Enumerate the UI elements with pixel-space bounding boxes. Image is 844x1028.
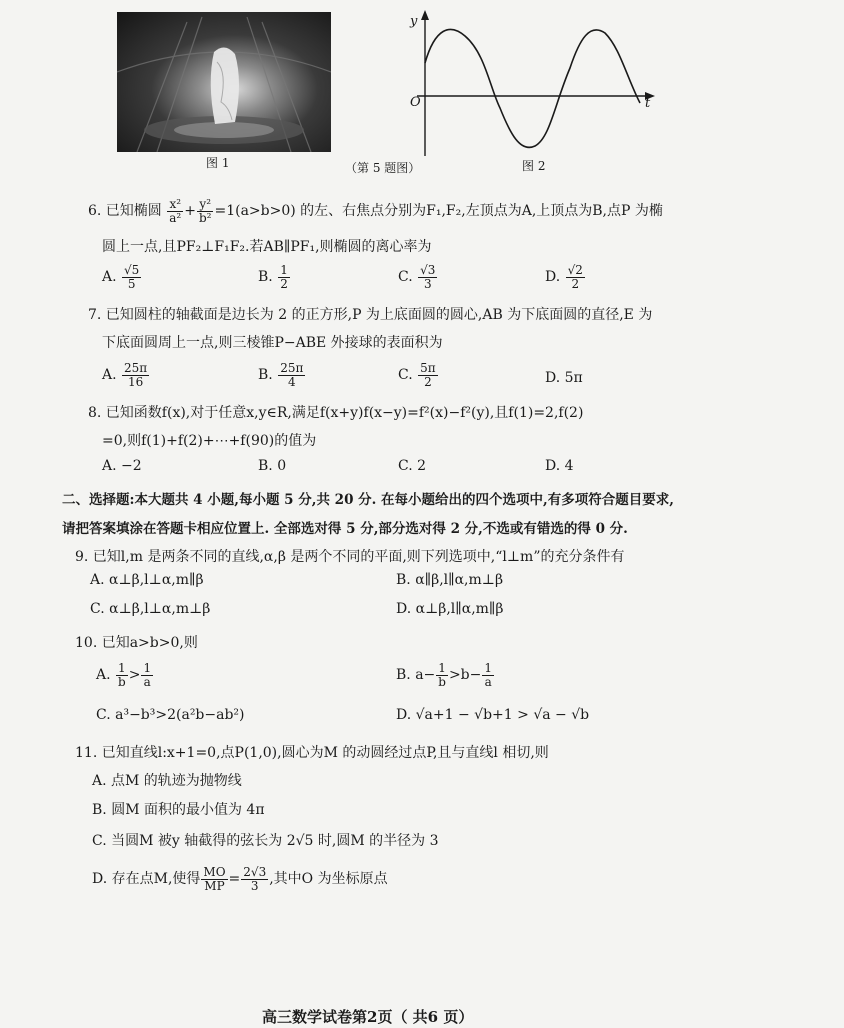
figure-2-sine-graph	[395, 8, 660, 158]
q7-option-a: A. $\frac{25\pi}{16}$	[102, 361, 148, 389]
q8-stem-line2: =0,则f(1)+f(2)+⋯+f(90)的值为	[102, 433, 317, 449]
y-axis-arrow	[421, 10, 429, 20]
q6-option-d: D. $\frac{√2}{2}$	[545, 263, 583, 291]
q6-stem-line2: 圆上一点,且PF₂⊥F₁F₂.若AB∥PF₁,则椭圆的离心率为	[102, 239, 432, 255]
q11-option-b: B. 圆M 面积的最小值为 4π	[92, 802, 265, 818]
q6-frac-y: $\frac{\text{y²}}{\text{b²}}$	[198, 197, 212, 225]
q10-option-b: B. a− $\frac{1}{b}$ >b− $\frac{1}{a}$	[396, 661, 493, 689]
page-footer: 高三数学试卷第2页（ 共6 页）	[262, 1008, 474, 1026]
q6-prefix: 6. 已知椭圆	[88, 203, 162, 220]
q11-stem: 11. 已知直线l:x+1=0,点P(1,0),圆心为M 的动圆经过点P,且与直线l 相切,则	[75, 745, 549, 761]
q6-option-b: B. $\frac{1}{2}$	[258, 263, 288, 291]
q9-option-b: B. α∥β,l∥α,m⊥β	[396, 572, 504, 588]
q10-stem: 10. 已知a>b>0,则	[75, 635, 198, 651]
q6-option-c: C. $\frac{√3}{3}$	[398, 263, 436, 291]
q6-option-a: A. $\frac{√5}{5}$	[102, 263, 140, 291]
q6-mid: =1(a>b>0) 的左、右焦点分别为F₁,F₂,左顶点为A,上顶点为B,点P 为椭	[214, 203, 663, 220]
q10-option-d: D. √a+1 − √b+1 > √a − √b	[396, 707, 590, 723]
q9-option-c: C. α⊥β,l⊥α,m⊥β	[90, 601, 211, 617]
q9-option-a: A. α⊥β,l⊥α,m∥β	[90, 572, 204, 588]
q8-stem-line1: 8. 已知函数f(x),对于任意x,y∈R,满足f(x+y)f(x−y)=f²(x)−f²(y),且f(1)=2,f(2)	[88, 405, 584, 421]
q9-stem: 9. 已知l,m 是两条不同的直线,α,β 是两个不同的平面,则下列选项中,“l⊥m”的充分条件有	[75, 549, 625, 565]
axis-y-label: y	[410, 14, 418, 29]
q8-option-a: A. −2	[102, 458, 142, 474]
q7-stem-line1: 7. 已知圆柱的轴截面是边长为 2 的正方形,P 为上底面圆的圆心,AB 为下底面圆的直径,E 为	[88, 307, 653, 323]
q7-option-c: C. $\frac{5\pi}{2}$	[398, 361, 436, 389]
q7-option-b: B. $\frac{25\pi}{4}$	[258, 361, 304, 389]
q10-option-c: C. a³−b³>2(a²b−ab²)	[96, 707, 245, 723]
caption-fig2: 图 2	[522, 159, 546, 173]
sine-curve	[425, 29, 640, 147]
q8-option-c: C. 2	[398, 458, 427, 474]
q11-option-d: D. 存在点M,使得 $\frac{MO}{MP}$ = $\frac{2√3}{3}$ ,其中O 为坐标原点	[92, 865, 388, 893]
q9-option-d: D. α⊥β,l∥α,m∥β	[396, 601, 504, 617]
q11-option-c: C. 当圆M 被y 轴截得的弦长为 2√5 时,圆M 的半径为 3	[92, 833, 439, 849]
q8-option-b: B. 0	[258, 458, 287, 474]
section2-line2: 请把答案填涂在答题卡相应位置上. 全部选对得 5 分,部分选对得 2 分,不选或有错选的得 0 分.	[62, 521, 628, 537]
caption-fig1: 图 1	[206, 156, 230, 170]
q10-option-a: A. $\frac{1}{b}$ > $\frac{1}{a}$	[96, 661, 152, 689]
q11-option-a: A. 点M 的轨迹为抛物线	[92, 773, 242, 789]
axis-t-label: t	[645, 96, 651, 111]
q6-stem-line1: 6. 已知椭圆 $\frac{\text{x²}}{\text{a²}}$ + $\frac{\text{y²}}{\text{b²}}$ =1(a>b>0) 的左、右焦点分别为F₁,F₂,左顶点为A,上顶点为B,点P 为椭	[88, 197, 663, 225]
q8-option-d: D. 4	[545, 458, 574, 474]
caption-fig5: （第 5 题图）	[345, 161, 421, 175]
figure-1-photo	[117, 12, 331, 152]
q7-stem-line2: 下底面圆周上一点,则三棱锥P−ABE 外接球的表面积为	[102, 335, 443, 351]
q6-frac-x: $\frac{\text{x²}}{\text{a²}}$	[169, 197, 182, 225]
origin-label: O	[410, 95, 421, 110]
q7-option-d: D. 5π	[545, 370, 583, 386]
section2-line1: 二、选择题:本大题共 4 小题,每小题 5 分,共 20 分. 在每小题给出的四个选项中,有多项符合题目要求,	[62, 492, 674, 508]
